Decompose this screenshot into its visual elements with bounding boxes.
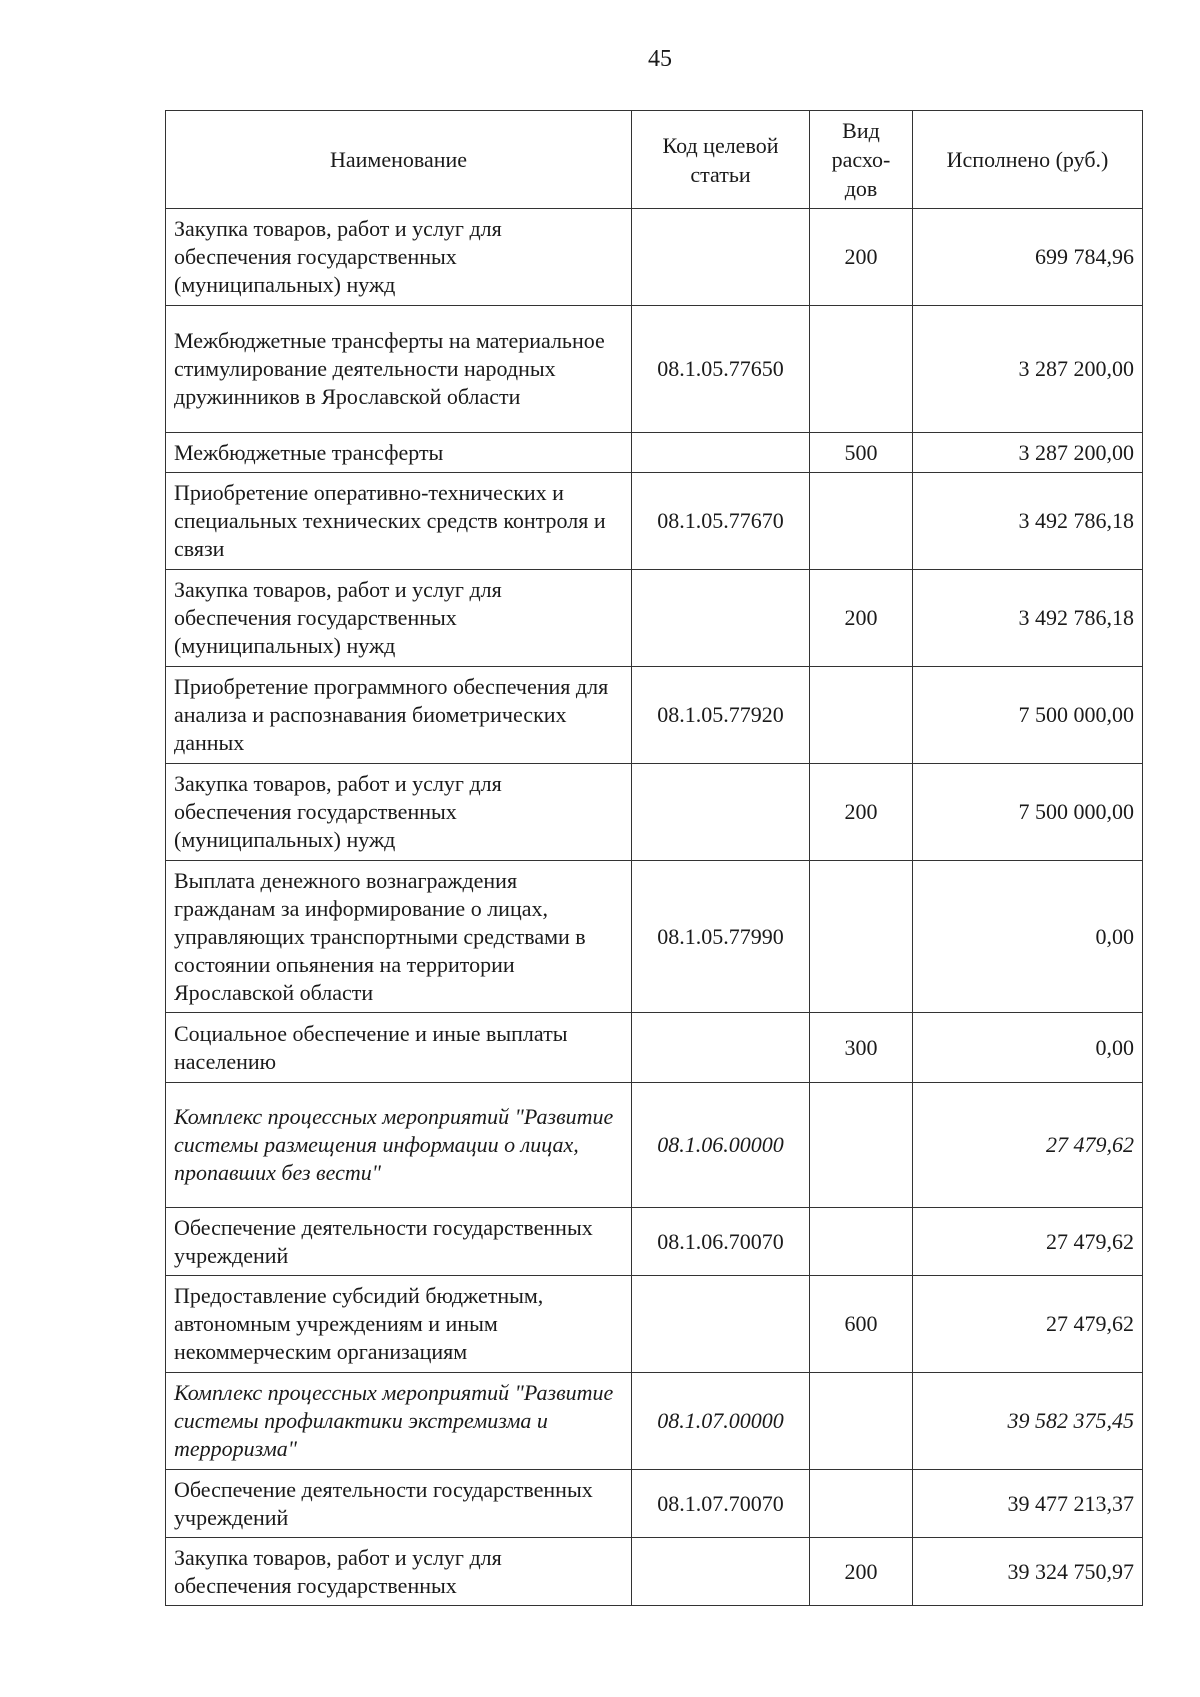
table-row — [166, 1208, 1143, 1276]
row-code: 08.1.07.00000 — [632, 1373, 810, 1470]
row-name: Обеспечение деятельности государственных учреждений — [166, 1470, 632, 1538]
row-amount: 0,00 — [913, 861, 1143, 1013]
row-amount: 27 479,62 — [913, 1208, 1143, 1276]
row-amount: 39 477 213,37 — [913, 1470, 1143, 1538]
table-row — [166, 1373, 1143, 1470]
row-amount: 3 492 786,18 — [913, 473, 1143, 570]
row-type — [810, 1373, 913, 1470]
row-name: Приобретение программного обеспечения для анализа и распознавания биометрических данных — [166, 667, 632, 764]
row-code: 08.1.06.70070 — [632, 1208, 810, 1276]
row-amount: 27 479,62 — [913, 1083, 1143, 1208]
page-number: 45 — [648, 46, 672, 72]
row-type — [810, 861, 913, 1013]
row-amount: 39 582 375,45 — [913, 1373, 1143, 1470]
row-type: 200 — [810, 570, 913, 667]
row-name: Приобретение оперативно-технических и специальных технических средств контроля и связи — [166, 473, 632, 570]
row-name: Комплекс процессных мероприятий "Развитие системы профилактики экстремизма и терроризма" — [166, 1373, 632, 1470]
row-name: Закупка товаров, работ и услуг для обеспечения государственных — [166, 1538, 632, 1606]
table-row — [166, 1083, 1143, 1208]
row-type: 600 — [810, 1276, 913, 1373]
table-row — [166, 861, 1143, 1013]
row-amount: 3 287 200,00 — [913, 306, 1143, 433]
row-amount: 699 784,96 — [913, 209, 1143, 306]
row-name: Комплекс процессных мероприятий "Развитие системы размещения информации о лицах, пропавших без вести" — [166, 1083, 632, 1208]
table-row — [166, 1276, 1143, 1373]
row-name: Выплата денежного вознаграждения гражданам за информирование о лицах, управляющих транспортными средствами в состоянии опьянения на территории Ярославской области — [166, 861, 632, 1013]
row-amount: 3 287 200,00 — [913, 433, 1143, 473]
row-type — [810, 1208, 913, 1276]
row-code — [632, 1538, 810, 1606]
row-code: 08.1.05.77990 — [632, 861, 810, 1013]
row-name: Закупка товаров, работ и услуг для обеспечения государственных (муниципальных) нужд — [166, 764, 632, 861]
table-row — [166, 570, 1143, 667]
row-type: 300 — [810, 1013, 913, 1083]
row-type — [810, 667, 913, 764]
row-name: Закупка товаров, работ и услуг для обеспечения государственных (муниципальных) нужд — [166, 570, 632, 667]
row-code: 08.1.05.77670 — [632, 473, 810, 570]
row-type — [810, 1470, 913, 1538]
row-amount: 3 492 786,18 — [913, 570, 1143, 667]
row-code — [632, 764, 810, 861]
row-name: Межбюджетные трансферты на материальное стимулирование деятельности народных дружинников в Ярославской области — [166, 306, 632, 433]
row-name: Социальное обеспечение и иные выплаты населению — [166, 1013, 632, 1083]
row-name: Обеспечение деятельности государственных учреждений — [166, 1208, 632, 1276]
row-code — [632, 570, 810, 667]
row-type — [810, 306, 913, 433]
row-code — [632, 433, 810, 473]
row-name: Закупка товаров, работ и услуг для обеспечения государственных (муниципальных) нужд — [166, 209, 632, 306]
table-header — [166, 111, 1143, 209]
row-type — [810, 1083, 913, 1208]
table-row — [166, 1013, 1143, 1083]
header-type: Вид расхо-дов — [810, 111, 913, 209]
header-name: Наименование — [166, 111, 632, 209]
row-code — [632, 209, 810, 306]
header-amount: Исполнено (руб.) — [913, 111, 1143, 209]
row-code — [632, 1013, 810, 1083]
table-row — [166, 209, 1143, 306]
row-amount: 39 324 750,97 — [913, 1538, 1143, 1606]
table-row — [166, 667, 1143, 764]
row-code — [632, 1276, 810, 1373]
row-amount: 7 500 000,00 — [913, 764, 1143, 861]
row-type: 200 — [810, 209, 913, 306]
table-row — [166, 1470, 1143, 1538]
budget-table — [165, 110, 1143, 1606]
row-name: Предоставление субсидий бюджетным, автономным учреждениям и иным некоммерческим организациям — [166, 1276, 632, 1373]
row-type: 500 — [810, 433, 913, 473]
row-amount: 27 479,62 — [913, 1276, 1143, 1373]
row-amount: 0,00 — [913, 1013, 1143, 1083]
row-code: 08.1.06.00000 — [632, 1083, 810, 1208]
row-type: 200 — [810, 1538, 913, 1606]
header-code: Код целевой статьи — [632, 111, 810, 209]
table-row — [166, 473, 1143, 570]
row-code: 08.1.05.77920 — [632, 667, 810, 764]
table-row — [166, 764, 1143, 861]
row-type: 200 — [810, 764, 913, 861]
row-amount: 7 500 000,00 — [913, 667, 1143, 764]
table-row — [166, 1538, 1143, 1606]
row-code: 08.1.07.70070 — [632, 1470, 810, 1538]
table-row — [166, 433, 1143, 473]
row-name: Межбюджетные трансферты — [166, 433, 632, 473]
table-row — [166, 306, 1143, 433]
row-code: 08.1.05.77650 — [632, 306, 810, 433]
row-type — [810, 473, 913, 570]
